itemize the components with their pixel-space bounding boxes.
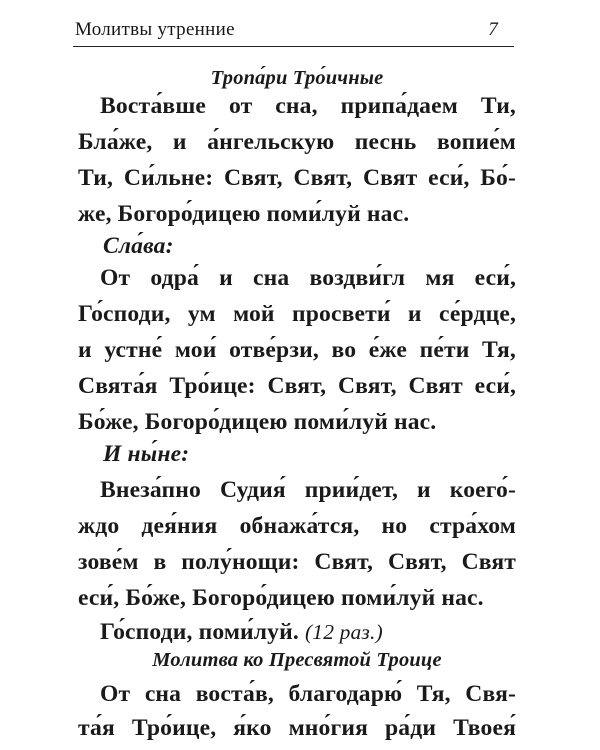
- text-line: та́я Тро́ице, я́ко мно́гия ра́ди Твоея́: [78, 715, 516, 741]
- text-line: ждо дея́ния обнажа́тся, но стра́хом: [78, 513, 516, 539]
- text-line: и устне́ мои́ отве́рзи, во е́же пе́ти Тя,: [78, 337, 516, 363]
- running-header: [73, 16, 514, 47]
- text-line: Внеза́пно Судия́ прии́дет, и коего́-: [100, 477, 516, 503]
- text-line: От сна воста́в, благодарю́ Тя, Свя-: [100, 681, 516, 707]
- text-line: Ти, Си́льне: Свят, Свят, Свят еси́, Бо́-: [78, 165, 516, 191]
- page-number: 7: [488, 19, 498, 40]
- troparia-heading: Тропа́ри Тро́ичные: [210, 67, 384, 89]
- kyrie-text: Го́споди, поми́луй.: [100, 619, 299, 645]
- text-line: зове́м в полу́нощи: Свят, Свят, Свят: [78, 549, 516, 575]
- text-line: От одра́ и сна воздви́гл мя еси́,: [100, 265, 516, 291]
- text-line: Бла́же, и а́нгельскую песнь вопие́м: [78, 129, 516, 155]
- text-line: еси́, Бо́же, Богоро́дицею поми́луй нас.: [78, 585, 484, 611]
- text-line: же, Богоро́дицею поми́луй нас.: [78, 201, 410, 227]
- prayer-heading: Молитва ко Пресвятой Троице: [152, 649, 442, 671]
- text-line: Бо́же, Богоро́дицею поми́луй нас.: [78, 409, 437, 435]
- text-line: Воста́вше от сна, припа́даем Ти,: [100, 93, 516, 119]
- glory-label: Сла́ва:: [103, 233, 174, 259]
- repeat-note: (12 раз.): [305, 620, 383, 644]
- header-title: Молитвы утренние: [75, 19, 235, 40]
- text-line: Го́споди, ум мой просвети́ и се́рдце,: [78, 301, 516, 327]
- and-now-label: И ны́не:: [103, 441, 190, 467]
- text-line: Свята́я Тро́ице: Свят, Свят, Свят еси́,: [78, 373, 516, 399]
